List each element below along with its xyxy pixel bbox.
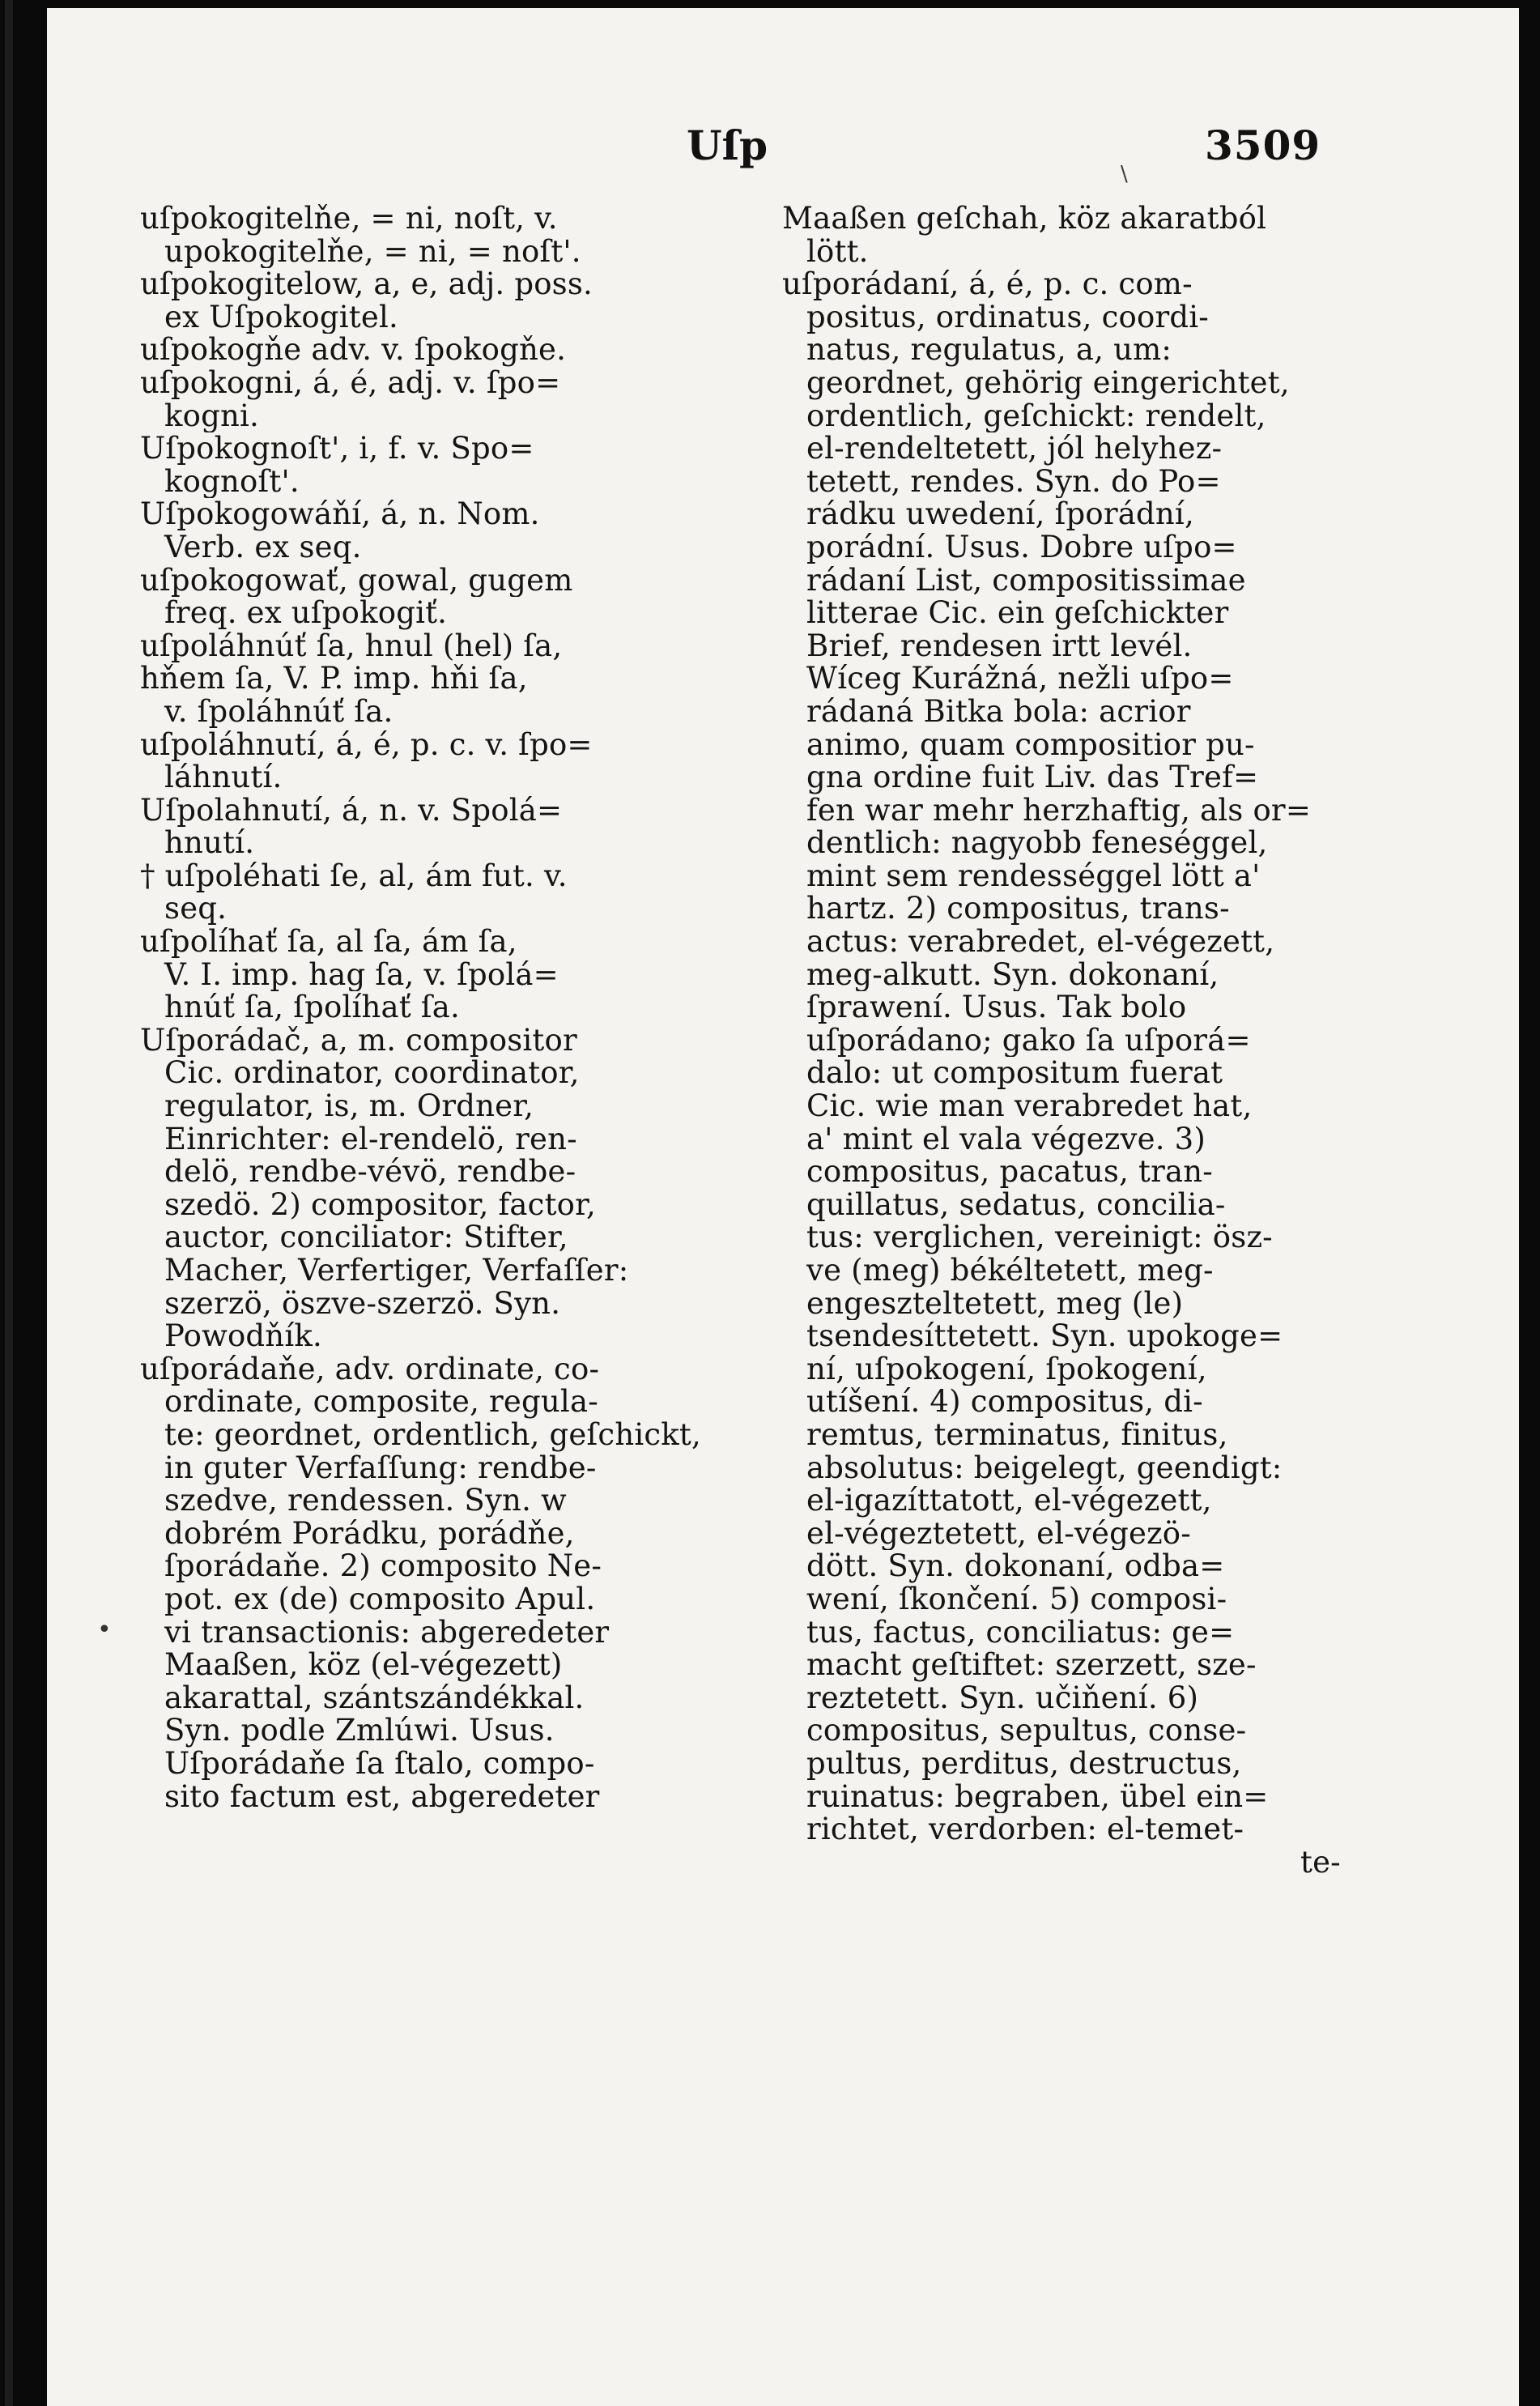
- text-line: el-igazíttatott, el-végezett,: [806, 1484, 1212, 1518]
- text-line: Einrichter: el-rendelö, ren-: [164, 1122, 577, 1156]
- text-line: uſpokogowať, gowal, gugem: [140, 564, 573, 598]
- text-line: geordnet, gehörig eingerichtet,: [806, 366, 1290, 400]
- text-line: engeszteltetett, meg (le): [806, 1287, 1184, 1321]
- text-line: tetett, rendes. Syn. do Po=: [806, 465, 1221, 499]
- text-line: uſpokogňe adv. v. ſpokogňe.: [140, 334, 567, 367]
- text-line: Powodňík.: [164, 1320, 322, 1353]
- text-line: Uſpolahnutí, á, n. v. Spolá=: [140, 794, 563, 828]
- scan-right-edge: [1519, 0, 1540, 2406]
- text-line: hnutí.: [164, 827, 255, 860]
- text-line: rádaní List, compositissimae: [806, 564, 1246, 598]
- text-line: delö, rendbe-vévö, rendbe-: [164, 1156, 576, 1189]
- text-line: reztetett. Syn. učiňení. 6): [806, 1681, 1199, 1715]
- text-line: uſpokogni, á, é, adj. v. ſpo=: [140, 366, 561, 400]
- text-line: ní, uſpokogení, ſpokogení,: [806, 1352, 1207, 1386]
- text-line: Cic. wie man verabredet hat,: [806, 1090, 1253, 1123]
- text-line: szerzö, öszve-szerzö. Syn.: [164, 1287, 561, 1321]
- text-line: regulator, is, m. Ordner,: [164, 1090, 534, 1123]
- text-line: dött. Syn. dokonaní, odba=: [806, 1550, 1225, 1583]
- text-line: uſporádaňe, adv. ordinate, co-: [140, 1352, 600, 1386]
- text-line: V. I. imp. hag ſa, v. ſpolá=: [164, 958, 559, 992]
- text-line: pot. ex (de) composito Apul.: [164, 1582, 596, 1616]
- text-line: hnúť ſa, ſpolíhať ſa.: [164, 991, 460, 1024]
- text-line: Maaßen geſchah, köz akaratból: [782, 202, 1267, 236]
- page-number: 3509: [1205, 121, 1321, 169]
- text-line: macht geſtiftet: szerzett, sze-: [806, 1649, 1257, 1682]
- text-line: uſpoláhnutí, á, é, p. c. v. ſpo=: [140, 728, 593, 762]
- text-line: rádaná Bitka bola: acrior: [806, 695, 1191, 729]
- text-line: tus: verglichen, vereinigt: ösz-: [806, 1221, 1273, 1254]
- text-line: hartz. 2) compositus, trans-: [806, 892, 1230, 926]
- text-line: szedve, rendessen. Syn. w: [164, 1484, 567, 1518]
- text-line: Uſpokognoſt', i, f. v. Spo=: [140, 432, 534, 466]
- text-line: el-rendeltetett, jól helyhez-: [806, 432, 1223, 466]
- text-line: wení, ſkončení. 5) composi-: [806, 1582, 1227, 1616]
- text-line: dobrém Porádku, porádňe,: [164, 1517, 575, 1551]
- text-line: te: geordnet, ordentlich, geſchickt,: [164, 1418, 701, 1452]
- text-line: Brief, rendesen irtt levél.: [806, 629, 1193, 663]
- text-line: remtus, terminatus, finitus,: [806, 1418, 1228, 1452]
- text-line: uſporádano; gako ſa uſporá=: [806, 1024, 1251, 1058]
- text-line: pultus, perditus, destructus,: [806, 1747, 1242, 1781]
- text-line: kognoſt'.: [164, 465, 300, 499]
- text-line: ex Uſpokogitel.: [164, 300, 398, 334]
- text-line: natus, regulatus, a, um:: [806, 334, 1172, 367]
- text-line: uſporádaní, á, é, p. c. com-: [782, 268, 1193, 301]
- text-line: fen war mehr herzhaftig, als or=: [806, 794, 1312, 828]
- text-line: te-: [1300, 1846, 1341, 1880]
- text-line: kogni.: [164, 399, 260, 433]
- text-line: ordinate, composite, regula-: [164, 1386, 598, 1419]
- text-line: Uſporádač, a, m. compositor: [140, 1024, 577, 1058]
- text-line: seq.: [164, 892, 228, 926]
- text-line: Wíceg Kurážná, nežli uſpo=: [806, 662, 1234, 696]
- text-line: ordentlich, geſchickt: rendelt,: [806, 399, 1266, 433]
- text-line: quillatus, sedatus, concilia-: [806, 1188, 1226, 1222]
- page-header: [47, 121, 1519, 178]
- margin-bullet: •: [97, 1616, 112, 1644]
- text-line: akarattal, szántszándékkal.: [164, 1681, 585, 1715]
- scan-left-edge: [0, 0, 47, 2406]
- text-line: meg-alkutt. Syn. dokonaní,: [806, 958, 1219, 992]
- text-line: uſpolíhať ſa, al ſa, ám ſa,: [140, 926, 517, 959]
- text-line: ve (meg) békéltetett, meg-: [806, 1254, 1214, 1288]
- text-line: uſpoláhnúť ſa, hnul (hel) ſa,: [140, 629, 563, 663]
- right-column: [782, 202, 1365, 1879]
- text-line: ſporádaňe. 2) composito Ne-: [164, 1550, 602, 1583]
- text-line: ſprawení. Usus. Tak bolo: [806, 991, 1187, 1024]
- text-line: freq. ex uſpokogiť.: [164, 597, 448, 630]
- text-line: mint sem rendességgel lött a': [806, 859, 1261, 893]
- text-line: animo, quam compositior pu-: [806, 728, 1255, 762]
- margin-tick-mark: \: [1121, 162, 1128, 186]
- text-line: gna ordine fuit Liv. das Tref=: [806, 761, 1259, 794]
- text-line: láhnutí.: [164, 761, 283, 794]
- text-line: v. ſpoláhnúť ſa.: [164, 695, 394, 729]
- text-line: dentlich: nagyobb feneséggel,: [806, 827, 1268, 860]
- text-line: uſpokogitelow, a, e, adj. poss.: [140, 268, 593, 301]
- text-line: Macher, Verfertiger, Verfaſſer:: [164, 1254, 629, 1288]
- text-line: uſpokogitelňe, = ni, noſt, v.: [140, 202, 558, 236]
- text-line: † uſpoléhati ſe, al, ám fut. v.: [140, 859, 568, 893]
- text-line: Uſporádaňe ſa ſtalo, compo-: [164, 1747, 595, 1781]
- text-line: porádní. Usus. Dobre uſpo=: [806, 530, 1237, 564]
- left-column: [140, 202, 723, 1813]
- text-line: sito factum est, abgeredeter: [164, 1780, 600, 1814]
- text-line: Cic. ordinator, coordinator,: [164, 1057, 580, 1091]
- text-line: tus, factus, conciliatus: ge=: [806, 1616, 1235, 1650]
- text-line: hňem ſa, V. P. imp. hňi ſa,: [140, 662, 528, 696]
- text-line: tsendesíttetett. Syn. upokoge=: [806, 1320, 1283, 1353]
- text-line: compositus, pacatus, tran-: [806, 1156, 1213, 1189]
- text-line: auctor, conciliator: Stifter,: [164, 1221, 568, 1254]
- text-line: upokogitelňe, = ni, = noſt'.: [164, 235, 581, 269]
- text-line: litterae Cic. ein geſchickter: [806, 597, 1229, 630]
- text-line: Maaßen, köz (el-végezett): [164, 1649, 563, 1682]
- text-line: szedö. 2) compositor, factor,: [164, 1188, 596, 1222]
- text-line: ruinatus: begraben, übel ein=: [806, 1780, 1269, 1814]
- text-line: compositus, sepultus, conse-: [806, 1714, 1247, 1748]
- text-line: positus, ordinatus, coordi-: [806, 300, 1209, 334]
- text-line: dalo: ut compositum fuerat: [806, 1057, 1223, 1091]
- running-head: Uſp: [687, 121, 768, 169]
- text-line: Uſpokogowáňí, á, n. Nom.: [140, 498, 540, 531]
- text-line: a' mint el vala végezve. 3): [806, 1122, 1206, 1156]
- text-line: in guter Verfaſſung: rendbe-: [164, 1451, 597, 1485]
- text-line: actus: verabredet, el-végezett,: [806, 926, 1275, 959]
- text-line: vi transactionis: abgeredeter: [164, 1616, 610, 1650]
- text-line: lött.: [806, 235, 869, 269]
- text-line: Verb. ex seq.: [164, 530, 362, 564]
- text-line: rádku uwedení, ſporádní,: [806, 498, 1194, 531]
- dictionary-page: [47, 8, 1519, 2406]
- text-line: absolutus: beigelegt, geendigt:: [806, 1451, 1283, 1485]
- text-line: el-végeztetett, el-végezö-: [806, 1517, 1191, 1551]
- text-line: Syn. podle Zmlúwi. Usus.: [164, 1714, 555, 1748]
- text-line: richtet, verdorben: el-temet-: [806, 1813, 1244, 1846]
- text-line: utíšení. 4) compositus, di-: [806, 1386, 1203, 1419]
